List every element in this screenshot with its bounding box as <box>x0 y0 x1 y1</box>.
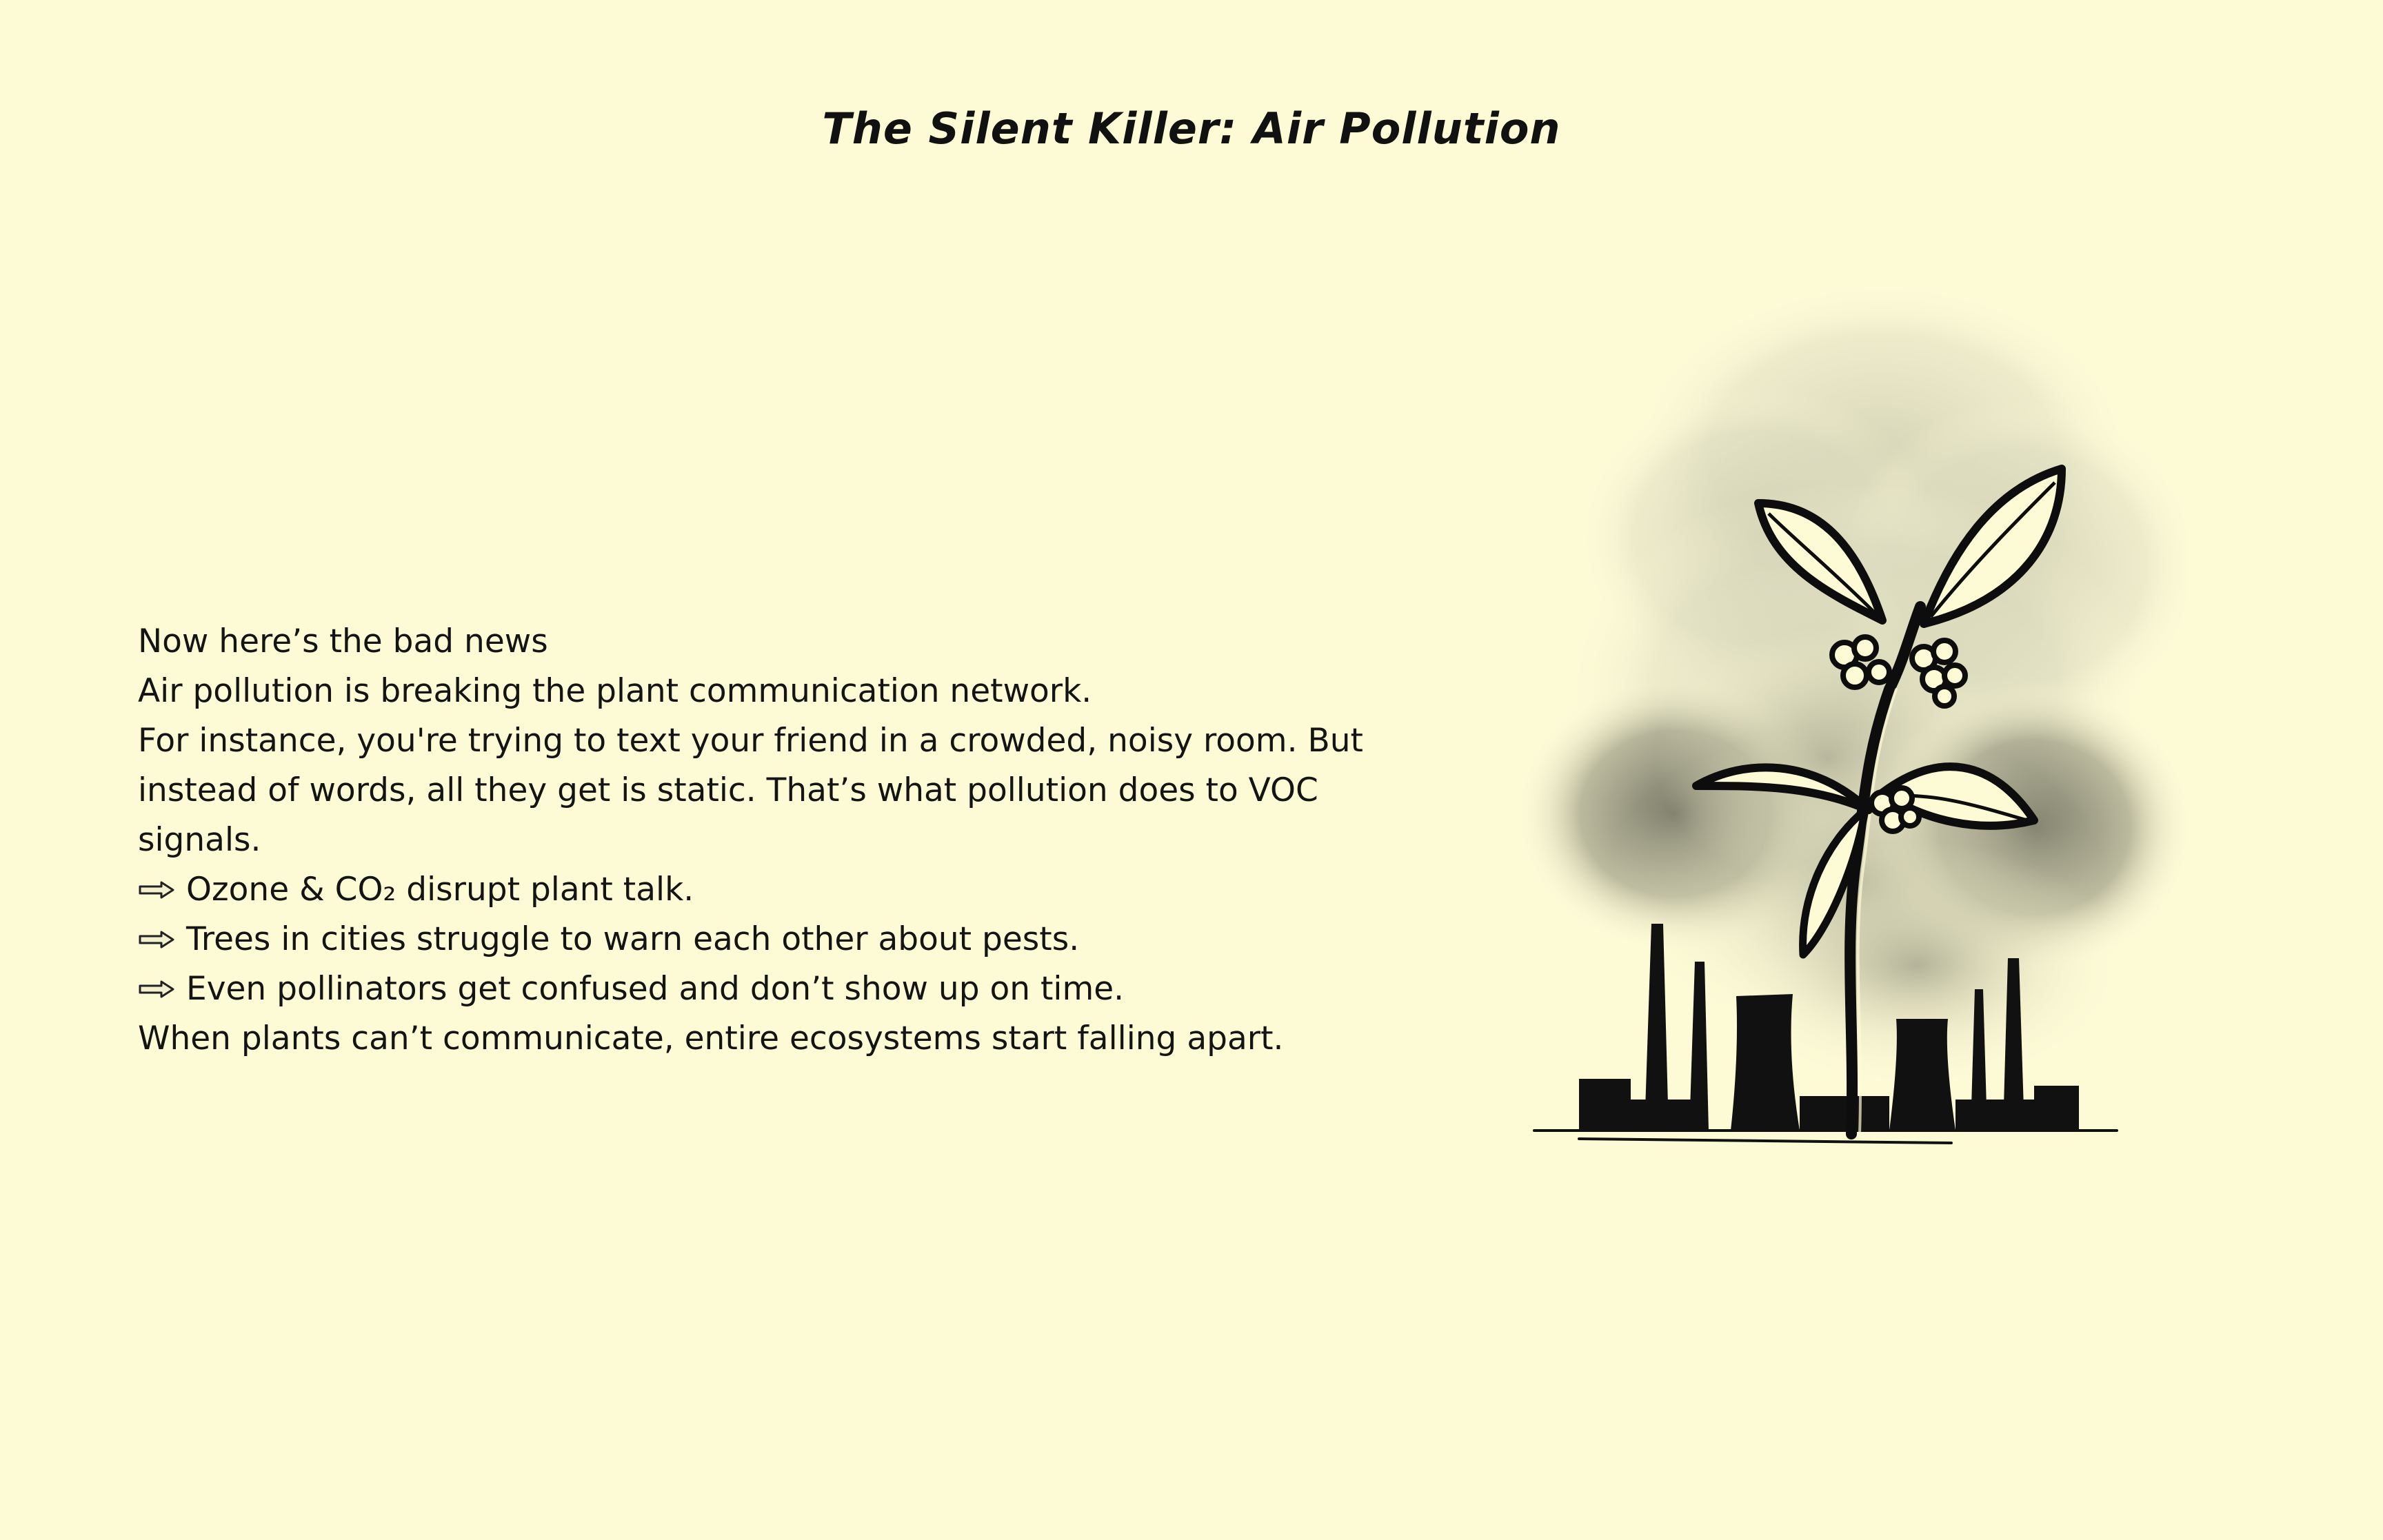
right-arrow-icon <box>138 929 175 950</box>
bullet-text: Ozone & CO₂ disrupt plant talk. <box>186 871 694 909</box>
slide-title: The Silent Killer: Air Pollution <box>822 103 1561 154</box>
analogy-text: For instance, you're trying to text your friend in a crowded, noisy room. But instead of words, all they get is static. That’s what pollution does to VOC signals. <box>138 722 1363 859</box>
bullet-item <box>138 865 1448 915</box>
plant-factory-smog-illustration <box>1469 276 2186 1165</box>
bullet-text: Even pollinators get confused and don’t show up on time. <box>186 970 1125 1008</box>
conclusion-text: When plants can’t communicate, entire ecosystems start falling apart. <box>138 1020 1284 1057</box>
intro-text: Now here’s the bad news <box>138 622 548 660</box>
right-arrow-icon <box>138 880 175 900</box>
bullet-text: Trees in cities struggle to warn each other about pests. <box>186 920 1080 958</box>
right-arrow-icon <box>138 979 175 1000</box>
bullet-item <box>138 915 1448 964</box>
body-text <box>138 617 1448 1064</box>
statement-text: Air pollution is breaking the plant communication network. <box>138 672 1092 710</box>
bullet-item <box>138 964 1448 1014</box>
ground-line <box>1534 1131 2117 1143</box>
